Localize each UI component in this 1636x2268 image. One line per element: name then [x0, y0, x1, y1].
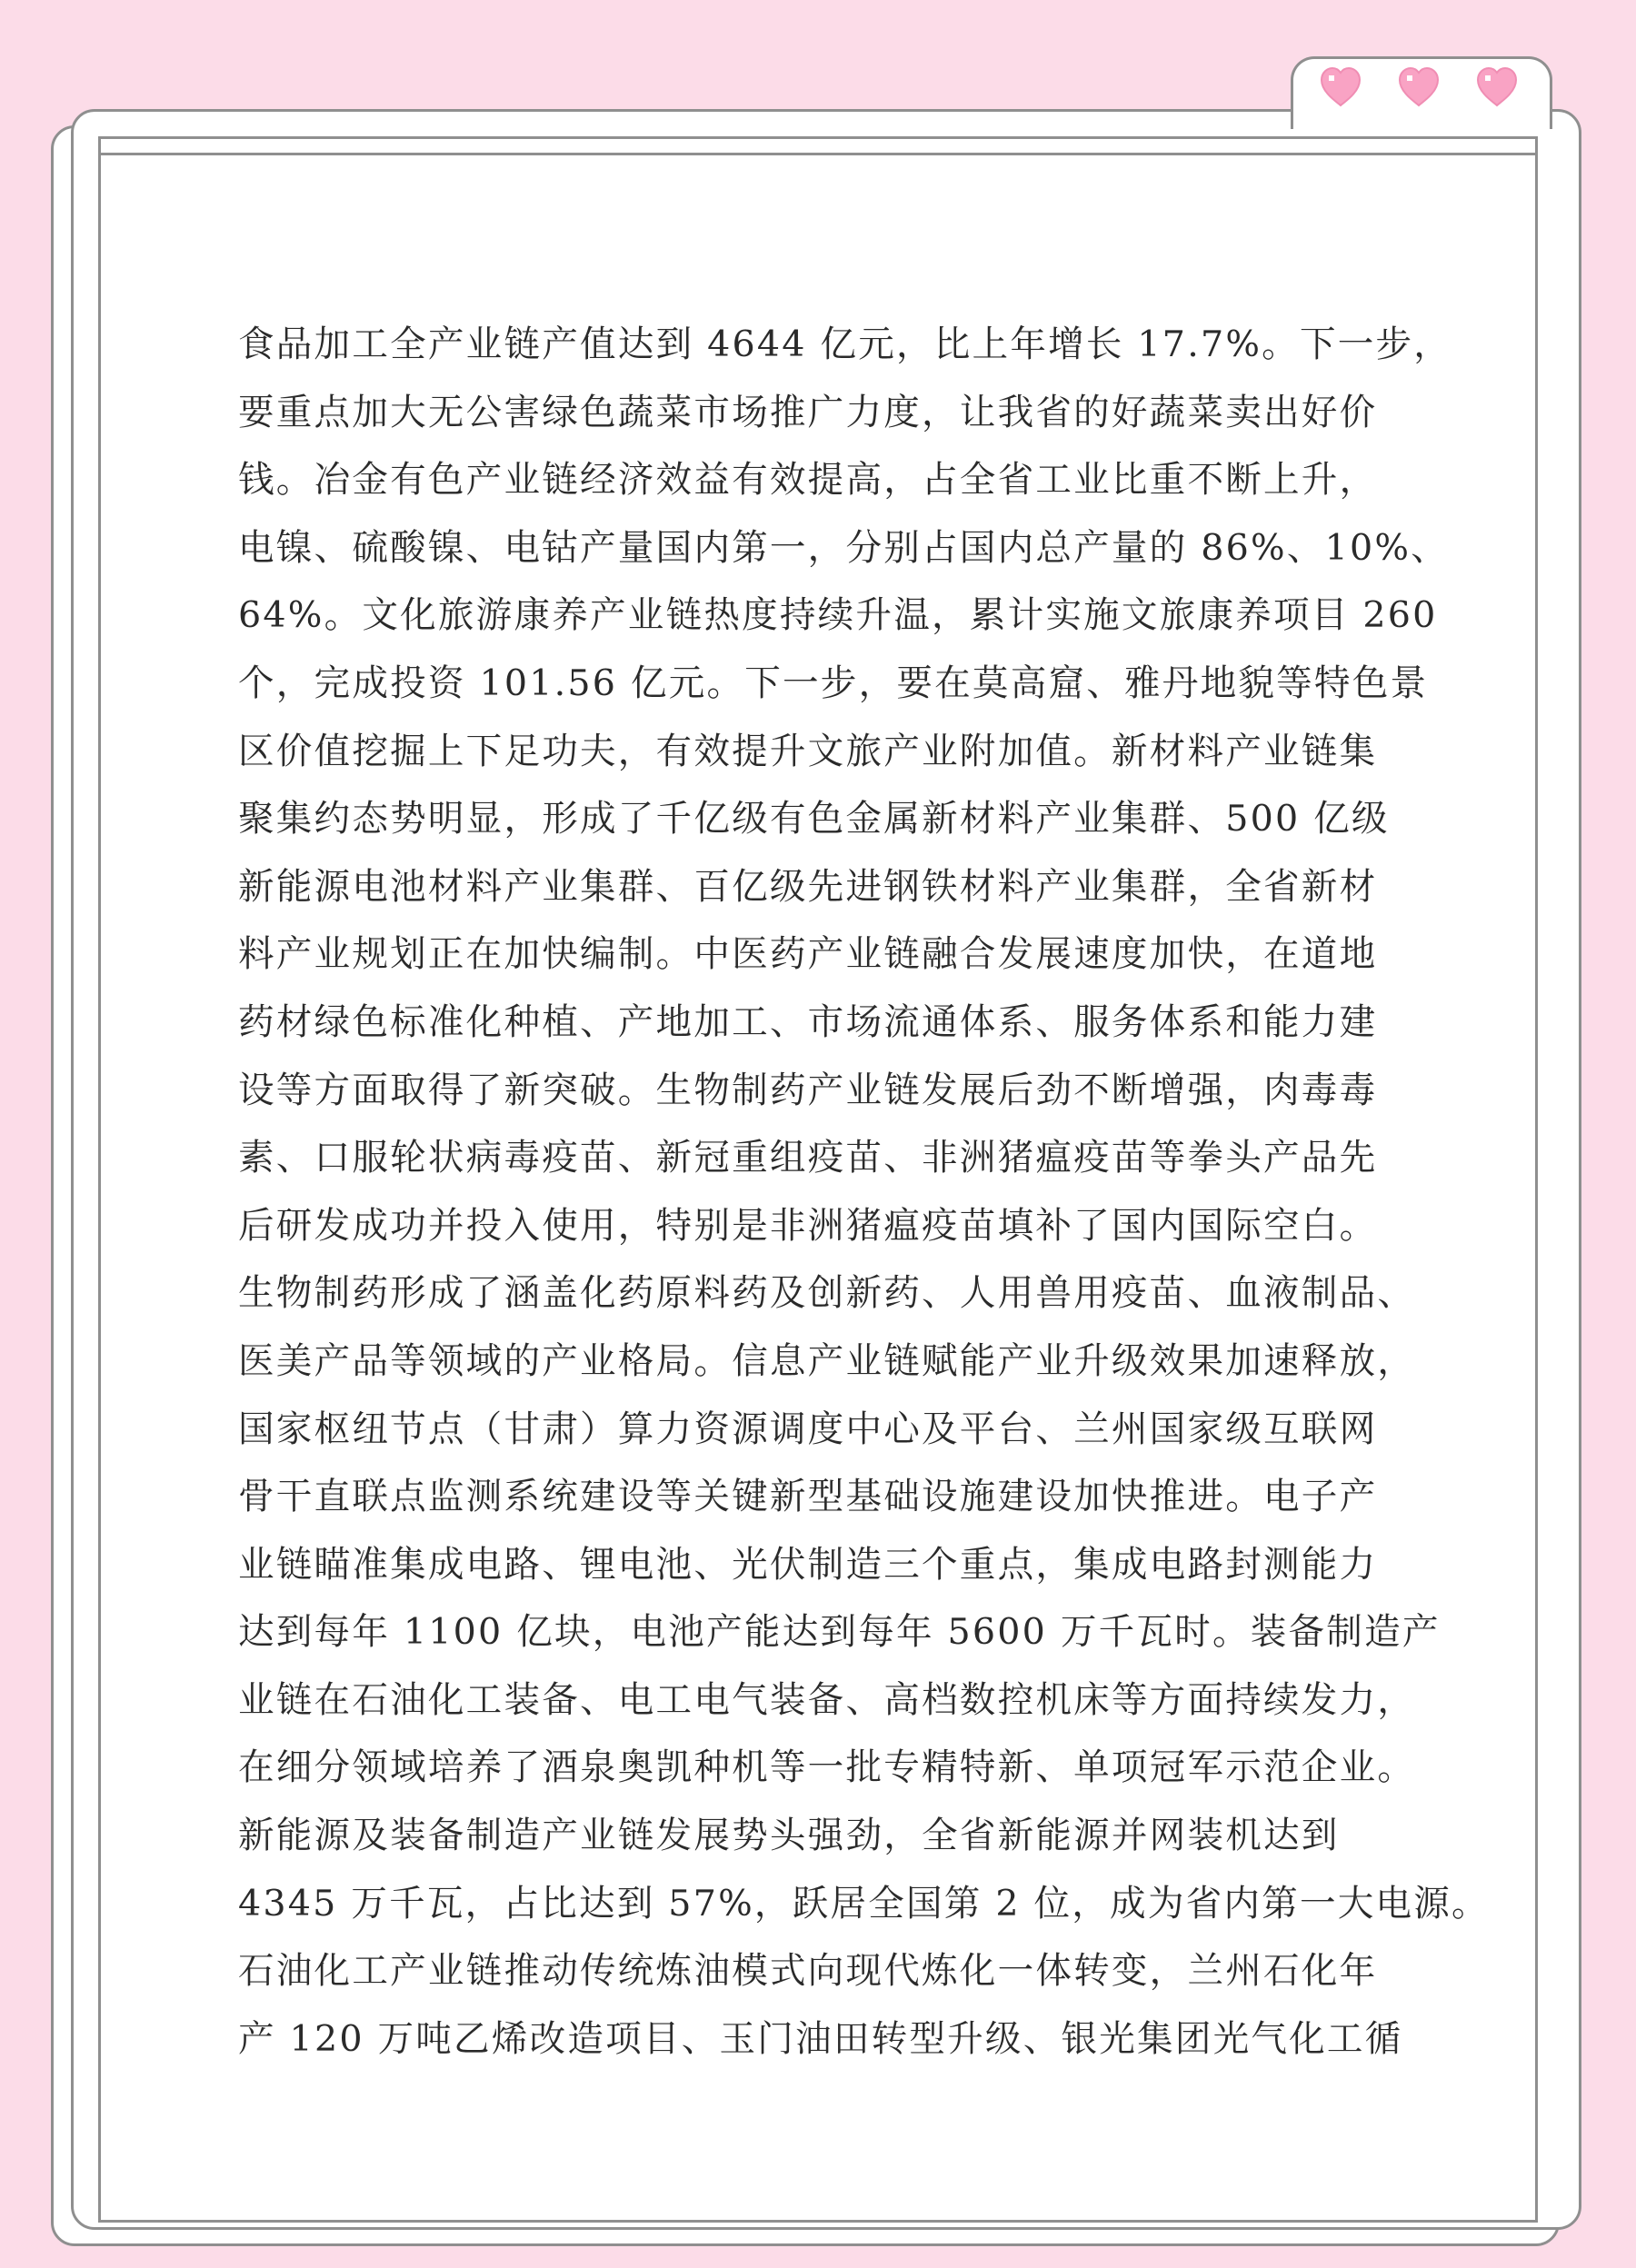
body-line: 石油化工产业链推动传统炼油模式向现代炼化一体转变，兰州石化年	[238, 1950, 1378, 1993]
body-line: 食品加工全产业链产值达到 4644 亿元，比上年增长 17.7%。下一步，	[238, 323, 1452, 365]
body-line: 达到每年 1100 亿块，电池产能达到每年 5600 万千瓦时。装备制造产	[238, 1611, 1441, 1654]
body-line: 产 120 万吨乙烯改造项目、玉门油田转型升级、银光集团光气化工循	[238, 2017, 1403, 2060]
body-line: 区价值挖掘上下足功夫，有效提升文旅产业附加值。新材料产业链集	[238, 730, 1378, 772]
heart-icon	[1318, 65, 1363, 107]
body-line: 聚集约态势明显，形成了千亿级有色金属新材料产业集群、500 亿级	[238, 798, 1390, 841]
body-line: 4345 万千瓦，占比达到 57%，跃居全国第 2 位，成为省内第一大电源。	[238, 1882, 1490, 1925]
body-line: 医美产品等领域的产业格局。信息产业链赋能产业升级效果加速释放，	[238, 1339, 1416, 1382]
body-line: 要重点加大无公害绿色蔬菜市场推广力度，让我省的好蔬菜卖出好价	[238, 391, 1378, 433]
body-line: 64%。文化旅游康养产业链热度持续升温，累计实施文旅康养项目 260	[238, 594, 1438, 637]
body-line: 业链瞄准集成电路、锂电池、光伏制造三个重点，集成电路封测能力	[238, 1543, 1378, 1586]
inner-frame-topbar	[101, 139, 1535, 155]
body-line: 料产业规划正在加快编制。中医药产业链融合发展速度加快，在道地	[238, 933, 1378, 976]
heart-icon	[1396, 65, 1441, 107]
document-body	[238, 311, 1490, 2073]
body-line: 生物制药形成了涵盖化药原料药及创新药、人用兽用疫苗、血液制品、	[238, 1272, 1416, 1315]
body-line: 素、口服轮状病毒疫苗、新冠重组疫苗、非洲猪瘟疫苗等拳头产品先	[238, 1137, 1378, 1179]
body-line: 业链在石油化工装备、电工电气装备、高档数控机床等方面持续发力，	[238, 1678, 1416, 1721]
body-line: 药材绿色标准化种植、产地加工、市场流通体系、服务体系和能力建	[238, 1000, 1378, 1043]
heart-icon	[1474, 65, 1520, 107]
body-line: 新能源及装备制造产业链发展势头强劲，全省新能源并网装机达到	[238, 1815, 1340, 1857]
body-line: 在细分领域培养了酒泉奥凯种机等一批专精特新、单项冠军示范企业。	[238, 1746, 1416, 1789]
body-line: 骨干直联点监测系统建设等关键新型基础设施建设加快推进。电子产	[238, 1476, 1378, 1518]
body-line: 国家枢纽节点（甘肃）算力资源调度中心及平台、兰州国家级互联网	[238, 1408, 1378, 1450]
body-line: 钱。冶金有色产业链经济效益有效提高，占全省工业比重不断上升，	[238, 459, 1378, 502]
body-line: 电镍、硫酸镍、电钴产量国内第一，分别占国内总产量的 86%、10%、	[238, 526, 1449, 569]
body-line: 个，完成投资 101.56 亿元。下一步，要在莫高窟、雅丹地貌等特色景	[238, 662, 1429, 704]
body-line: 设等方面取得了新突破。生物制药产业链发展后劲不断增强，肉毒毒	[238, 1069, 1378, 1111]
body-line: 后研发成功并投入使用，特别是非洲猪瘟疫苗填补了国内国际空白。	[238, 1204, 1378, 1247]
body-line: 新能源电池材料产业集群、百亿级先进钢铁材料产业集群，全省新材	[238, 865, 1378, 908]
